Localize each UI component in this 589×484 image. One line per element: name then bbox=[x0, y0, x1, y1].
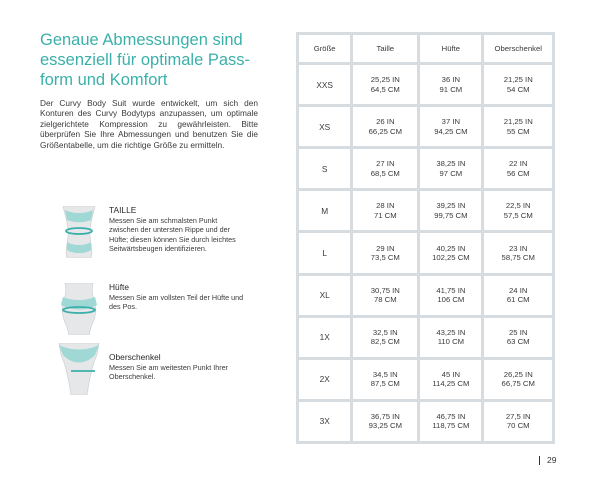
waist-cell-inches: 29 IN bbox=[376, 243, 395, 253]
hip-cell-centimeters: 110 CM bbox=[437, 337, 465, 347]
thigh-cell bbox=[484, 318, 552, 357]
hip-cell-centimeters: 102,25 CM bbox=[432, 252, 470, 262]
hip-cell-inches: 38,25 IN bbox=[436, 159, 466, 169]
waist-cell bbox=[353, 107, 417, 146]
waist-cell-centimeters: 68,5 CM bbox=[370, 168, 400, 178]
thigh-cell-inches: 22 IN bbox=[509, 159, 528, 169]
waist-cell-centimeters: 93,25 CM bbox=[368, 421, 402, 431]
hip-title: Hüfte bbox=[109, 282, 130, 292]
size-cell: 1X bbox=[299, 318, 350, 357]
waist-cell-inches: 32,5 IN bbox=[372, 327, 398, 337]
thigh-title: Oberschenkel bbox=[109, 352, 161, 362]
thigh-cell-inches: 22,5 IN bbox=[505, 201, 531, 211]
title-line-1: Genaue Abmessungen sind bbox=[40, 31, 243, 49]
waist-cell bbox=[353, 318, 417, 357]
size-cell: XL bbox=[299, 276, 350, 315]
waist-cell bbox=[353, 402, 417, 441]
hip-cell-inches: 45 IN bbox=[441, 369, 461, 379]
waist-cell-centimeters: 66,25 CM bbox=[368, 126, 402, 136]
hip-cell-centimeters: 114,25 CM bbox=[432, 379, 470, 389]
hip-cell-inches: 43,25 IN bbox=[436, 327, 466, 337]
waist-cell bbox=[353, 276, 417, 315]
intro-paragraph: Der Curvy Body Suit wurde entwickelt, um sich den Konturen des Curvy Bodytyps anzupassen, um optimale zielgerichtete Kompression zu gewährleisten. Bitte überprüfen Sie Ihre Abmessungen und benutzen Sie die Größentabelle, um die richtige Größe zu ermitteln. bbox=[40, 98, 258, 150]
waist-cell-centimeters: 87,5 CM bbox=[370, 379, 400, 389]
waist-cell bbox=[353, 65, 417, 104]
title-line-3: form und Komfort bbox=[40, 71, 168, 89]
hip-cell-inches: 46,75 IN bbox=[436, 412, 466, 422]
waist-cell-inches: 30,75 IN bbox=[370, 285, 400, 295]
size-table bbox=[296, 32, 555, 444]
waist-text bbox=[109, 206, 244, 254]
thigh-cell-inches: 25 IN bbox=[509, 327, 528, 337]
hip-cell-inches: 36 IN bbox=[441, 75, 461, 85]
hip-description: Messen Sie am vollsten Teil der Hüfte und des Pos. bbox=[109, 292, 244, 312]
thigh-cell-inches: 21,25 IN bbox=[503, 75, 533, 85]
size-cell: XS bbox=[299, 107, 350, 146]
page-title bbox=[40, 30, 265, 90]
hip-figure-icon bbox=[55, 283, 103, 335]
thigh-cell bbox=[484, 276, 552, 315]
waist-cell-centimeters: 73,5 CM bbox=[370, 252, 400, 262]
hip-cell-inches: 37 IN bbox=[441, 117, 461, 127]
hip-cell-centimeters: 118,75 CM bbox=[432, 421, 470, 431]
hip-cell bbox=[420, 276, 481, 315]
size-cell: L bbox=[299, 233, 350, 272]
hip-cell-centimeters: 94,25 CM bbox=[434, 126, 468, 136]
table-row bbox=[299, 107, 552, 146]
waist-cell-inches: 36,75 IN bbox=[370, 412, 400, 422]
thigh-cell-centimeters: 70 CM bbox=[506, 421, 530, 431]
size-chart bbox=[296, 32, 555, 444]
hip-cell bbox=[420, 149, 481, 188]
size-cell: XXS bbox=[299, 65, 350, 104]
hip-cell bbox=[420, 318, 481, 357]
waist-cell-inches: 25,25 IN bbox=[370, 75, 400, 85]
table-row bbox=[299, 276, 552, 315]
thigh-cell-centimeters: 56 CM bbox=[506, 168, 530, 178]
hip-cell-inches: 41,75 IN bbox=[436, 285, 466, 295]
thigh-text bbox=[109, 353, 244, 382]
hip-cell bbox=[420, 360, 481, 399]
table-row bbox=[299, 149, 552, 188]
hip-cell bbox=[420, 65, 481, 104]
waist-cell bbox=[353, 149, 417, 188]
table-row bbox=[299, 191, 552, 230]
hip-cell-inches: 40,25 IN bbox=[436, 243, 466, 253]
size-cell: S bbox=[299, 149, 350, 188]
hip-cell bbox=[420, 233, 481, 272]
thigh-cell bbox=[484, 402, 552, 441]
page-number: 29 bbox=[547, 455, 557, 465]
thigh-figure-icon bbox=[55, 343, 103, 395]
hip-cell bbox=[420, 402, 481, 441]
hip-cell-centimeters: 99,75 CM bbox=[434, 210, 468, 220]
waist-cell-centimeters: 78 CM bbox=[373, 295, 397, 305]
header-waist: Taille bbox=[353, 35, 417, 62]
thigh-cell-inches: 24 IN bbox=[509, 285, 528, 295]
hip-cell-centimeters: 97 CM bbox=[439, 168, 463, 178]
page-number-divider bbox=[539, 456, 540, 465]
table-header-row bbox=[299, 35, 552, 62]
waist-cell bbox=[353, 233, 417, 272]
table-row bbox=[299, 65, 552, 104]
hip-cell-centimeters: 106 CM bbox=[437, 295, 465, 305]
thigh-cell-centimeters: 54 CM bbox=[506, 84, 530, 94]
waist-cell-centimeters: 71 CM bbox=[373, 210, 397, 220]
waist-cell-centimeters: 82,5 CM bbox=[370, 337, 400, 347]
thigh-cell-centimeters: 58,75 CM bbox=[501, 252, 535, 262]
thigh-cell-centimeters: 57,5 CM bbox=[503, 210, 533, 220]
table-row bbox=[299, 318, 552, 357]
size-cell: 2X bbox=[299, 360, 350, 399]
thigh-cell bbox=[484, 191, 552, 230]
waist-cell bbox=[353, 191, 417, 230]
header-thigh: Oberschenkel bbox=[484, 35, 552, 62]
waist-cell bbox=[353, 360, 417, 399]
thigh-cell-inches: 26,25 IN bbox=[503, 369, 533, 379]
hip-cell bbox=[420, 191, 481, 230]
thigh-cell bbox=[484, 149, 552, 188]
header-hip: Hüfte bbox=[420, 35, 481, 62]
table-row bbox=[299, 402, 552, 441]
thigh-cell-centimeters: 61 CM bbox=[506, 295, 530, 305]
thigh-cell-inches: 27,5 IN bbox=[505, 412, 531, 422]
title-line-2: essenziell für optimale Pass- bbox=[40, 51, 251, 69]
thigh-cell bbox=[484, 233, 552, 272]
table-row bbox=[299, 233, 552, 272]
table-row bbox=[299, 360, 552, 399]
hip-cell-inches: 39,25 IN bbox=[436, 201, 466, 211]
thigh-cell bbox=[484, 65, 552, 104]
size-cell: M bbox=[299, 191, 350, 230]
waist-cell-inches: 28 IN bbox=[376, 201, 395, 211]
hip-cell bbox=[420, 107, 481, 146]
thigh-cell-centimeters: 66,75 CM bbox=[501, 379, 535, 389]
thigh-cell bbox=[484, 107, 552, 146]
thigh-cell-centimeters: 55 CM bbox=[506, 126, 530, 136]
thigh-cell-inches: 23 IN bbox=[509, 243, 528, 253]
thigh-description: Messen Sie am weitesten Punkt Ihrer Oberschenkel. bbox=[109, 362, 229, 382]
thigh-cell-centimeters: 63 CM bbox=[506, 337, 530, 347]
header-size: Größe bbox=[299, 35, 350, 62]
hip-cell-centimeters: 91 CM bbox=[439, 84, 463, 94]
waist-cell-centimeters: 64,5 CM bbox=[370, 84, 400, 94]
thigh-cell-inches: 21,25 IN bbox=[503, 117, 533, 127]
waist-figure-icon bbox=[55, 206, 103, 258]
waist-description: Messen Sie am schmalsten Punkt zwischen der untersten Rippe und der Hüfte; diesen können Sie durch leichtes Seitwärtsbeugen identifizieren. bbox=[109, 215, 236, 254]
thigh-cell bbox=[484, 360, 552, 399]
waist-cell-inches: 34,5 IN bbox=[372, 369, 398, 379]
size-cell: 3X bbox=[299, 402, 350, 441]
waist-cell-inches: 27 IN bbox=[376, 159, 395, 169]
waist-title: TAILLE bbox=[109, 205, 137, 215]
waist-cell-inches: 26 IN bbox=[376, 117, 395, 127]
hip-text bbox=[109, 283, 244, 312]
